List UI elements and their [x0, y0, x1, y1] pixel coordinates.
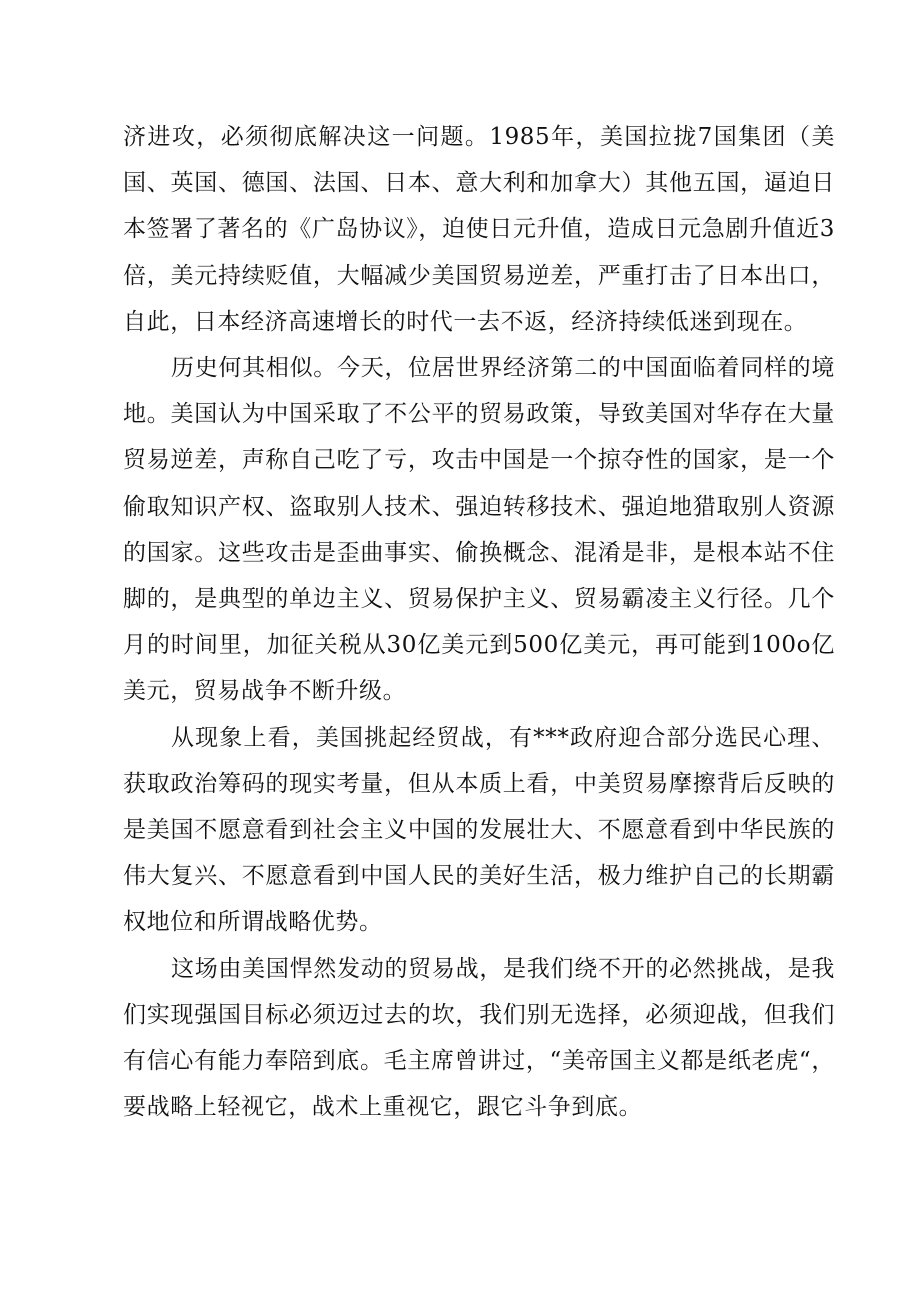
- paragraph-trade-war: 这场由美国悍然发动的贸易战，是我们绕不开的必然挑战，是我们实现强国目标必须迈过去的坎，我们别无选择，必须迎战，但我们有信心有能力奉陪到底。毛主席曾讲过，“美帝国主义都是纸老虎“，要战略上轻视它，战术上重视它，跟它斗争到底。: [123, 955, 835, 1121]
- paragraph-phenomenon: 从现象上看，美国挑起经贸战，有***政府迎合部分选民心理、获取政治筹码的现实考量，但从本质上看，中美贸易摩擦背后反映的是美国不愿意看到社会主义中国的发展壮大、不愿意看到中华民族的伟大复兴、不愿意看到中国人民的美好生活，极力维护自己的长期霸权地位和所谓战略优势。: [123, 724, 835, 936]
- paragraph-continuation: 济进攻，必须彻底解决这一问题。1985年，美国拉拢7国集团（美国、英国、德国、法国、日本、意大利和加拿大）其他五国，逼迫日本签署了著名的《广岛协议》，迫使日元升值，造成日元急剧升值近3倍，美元持续贬值，大幅减少美国贸易逆差，严重打击了日本出口，自此，日本经济高速增长的时代一去不返，经济持续低迷到现在。: [123, 124, 835, 335]
- body-text: [123, 114, 835, 1130]
- paragraph-history: 历史何其相似。今天，位居世界经济第二的中国面临着同样的境地。美国认为中国采取了不公平的贸易政策，导致美国对华存在大量贸易逆差，声称自己吃了亏，攻击中国是一个掠夺性的国家，是一个偷取知识产权、盗取别人技术、强迫转移技术、强迫地猎取别人资源的国家。这些攻击是歪曲事实、偷换概念、混淆是非，是根本站不住脚的，是典型的单边主义、贸易保护主义、贸易霸凌主义行径。几个月的时间里，加征关税从30亿美元到500亿美元，再可能到100o亿美元，贸易战争不断升级。: [123, 355, 835, 705]
